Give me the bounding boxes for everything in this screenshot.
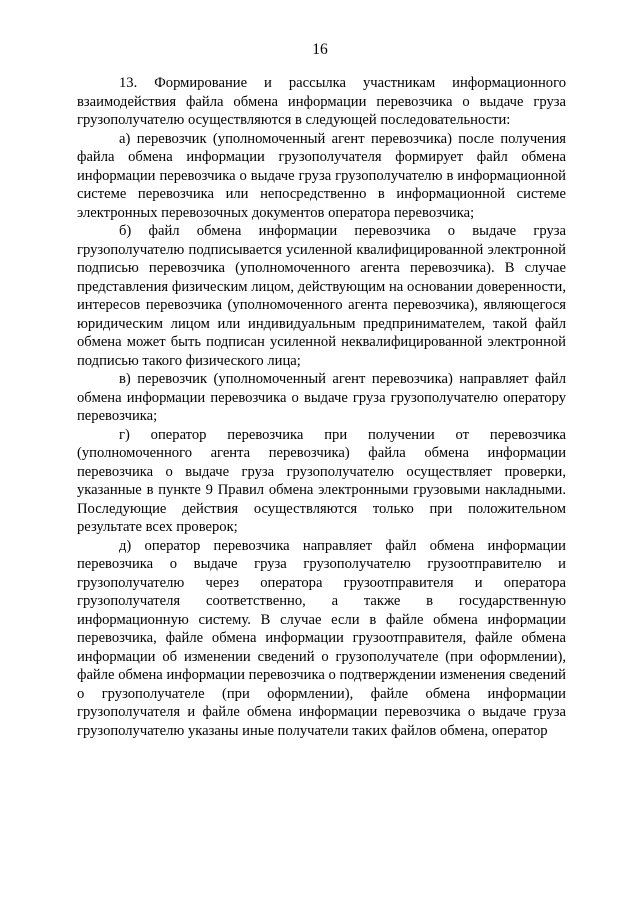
paragraph-13: 13. Формирование и рассылка участникам информационного взаимодействия файла обмена информации перевозчика о выдаче груза грузополучателю осуществляются в следующей последовательности:	[77, 75, 566, 128]
document-body	[77, 74, 566, 740]
paragraph-item-b: б) файл обмена информации перевозчика о выдаче груза грузополучателю подписывается усиленной квалифицированной электронной подписью перевозчика (уполномоченного агента перевозчика). В случае представления физическим лицом, действующим на основании доверенности, интересов перевозчика (уполномоченного агента перевозчика), являющегося юридическим лицом или индивидуальным предпринимателем, такой файл обмена может быть подписан усиленной неквалифицированной электронной подписью такого физического лица;	[77, 223, 566, 369]
paragraph-item-d: д) оператор перевозчика направляет файл обмена информации перевозчика о выдаче груза грузополучателю грузоотправителю и грузополучателю через оператора грузоотправителя и оператора грузополучателя соответственно, а также в государственную информационную систему. В случае если в файле обмена информации перевозчика, файле обмена информации грузоотправителя, файле обмена информации об изменении сведений о грузополучателе (при оформлении), файле обмена информации перевозчика о подтверждении изменения сведений о грузополучателе (при оформлении), файле обмена информации грузополучателя и файле обмена информации перевозчика о выдаче груза грузополучателю указаны иные получатели таких файлов обмена, оператор	[77, 537, 566, 739]
paragraph-item-a: а) перевозчик (уполномоченный агент перевозчика) после получения файла обмена информации грузополучателя формирует файл обмена информации перевозчика о выдаче груза грузополучателю в информационной системе перевозчика или непосредственно в информационной системе электронных перевозочных документов оператора перевозчика;	[77, 130, 566, 221]
paragraph-item-g: г) оператор перевозчика при получении от перевозчика (уполномоченного агента перевозчика) файла обмена информации перевозчика о выдаче груза грузополучателю осуществляет проверки, указанные в пункте 9 Правил обмена электронными грузовыми накладными. Последующие действия осуществляются только при положительном результате всех проверок;	[77, 426, 566, 535]
paragraph-item-v: в) перевозчик (уполномоченный агент перевозчика) направляет файл обмена информации перевозчика о выдаче груза грузополучателю оператору перевозчика;	[77, 371, 566, 424]
page-number: 16	[312, 41, 328, 58]
